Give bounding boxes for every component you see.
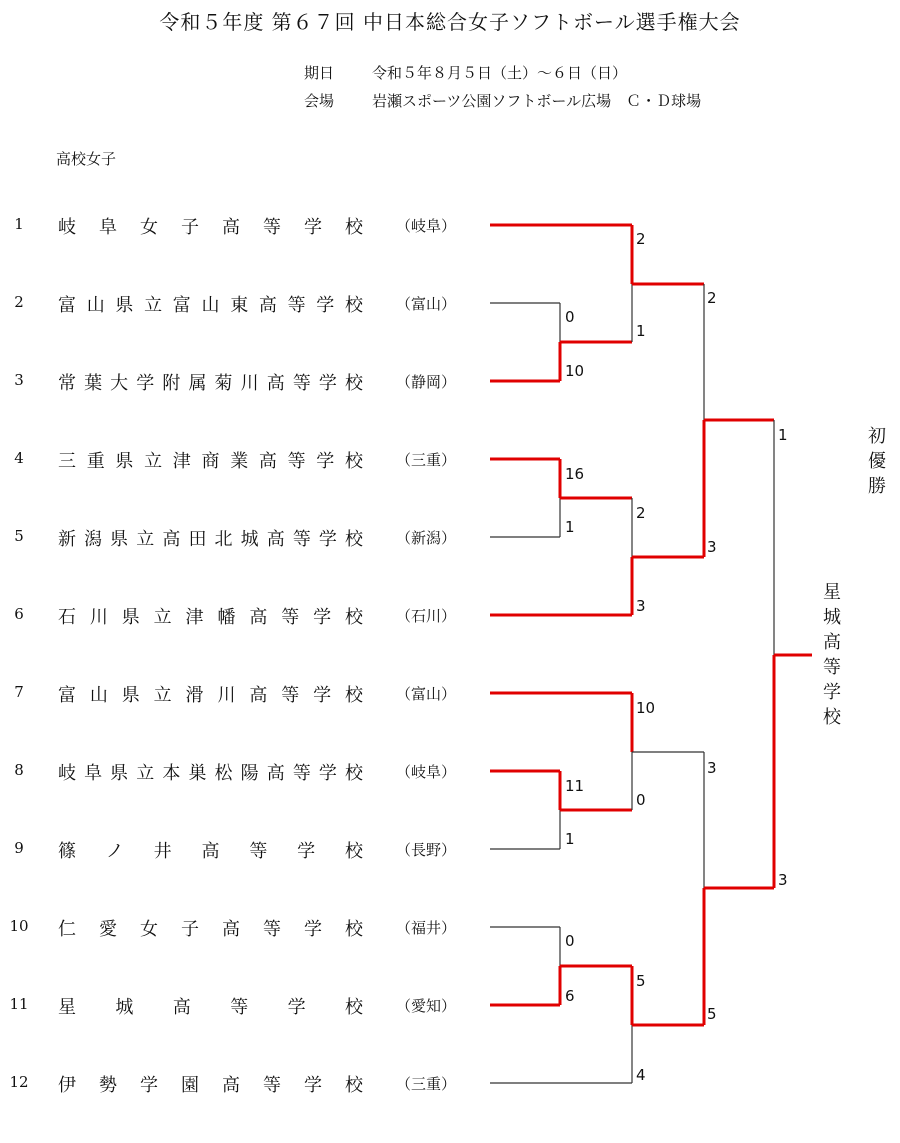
team-number: 5: [14, 527, 24, 545]
team-prefecture: （富山）: [396, 295, 457, 313]
team-prefecture: （新潟）: [396, 529, 457, 547]
date-label: 期日: [304, 64, 335, 82]
team-number: 6: [14, 605, 24, 623]
team-prefecture: （愛知）: [396, 997, 457, 1015]
date-value: 令和５年８月５日（土）～６日（日）: [372, 64, 628, 82]
team-number: 7: [14, 683, 24, 701]
score-label: 0: [636, 791, 646, 809]
score-label: 1: [778, 426, 788, 444]
team-prefecture: （富山）: [396, 685, 457, 703]
team-number: 8: [14, 761, 24, 779]
team-name: 新潟県立高田北城高等学校: [58, 529, 363, 550]
team-name: 富山県立滑川高等学校: [58, 685, 363, 706]
score-label: 0: [565, 932, 575, 950]
team-number: 2: [14, 293, 24, 311]
score-label: 3: [707, 538, 717, 556]
score-label: 5: [707, 1005, 717, 1023]
venue-value: 岩瀬スポーツ公園ソフトボール広場 Ｃ・Ｄ球場: [372, 92, 702, 110]
score-label: 4: [636, 1066, 646, 1084]
team-prefecture: （静岡）: [396, 373, 457, 391]
score-label: 10: [565, 362, 585, 380]
score-label: 1: [565, 830, 575, 848]
team-prefecture: （福井）: [396, 919, 457, 937]
score-label: 3: [707, 759, 717, 777]
team-name: 三重県立津商業高等学校: [58, 451, 363, 472]
team-number: 11: [9, 995, 29, 1013]
team-prefecture: （岐阜）: [396, 763, 457, 781]
score-label: 2: [636, 504, 646, 522]
team-prefecture: （三重）: [396, 1075, 457, 1093]
champion-label: 初優勝: [868, 426, 886, 497]
team-name: 仁愛女子高等学校: [58, 919, 363, 940]
score-label: 11: [565, 777, 585, 795]
score-label: 16: [565, 465, 585, 483]
score-label: 6: [565, 987, 575, 1005]
team-name: 篠ノ井高等学校: [58, 841, 363, 862]
champion-name: 星城高等学校: [823, 582, 841, 728]
team-number: 4: [14, 449, 24, 467]
score-label: 3: [778, 871, 788, 889]
team-number: 3: [14, 371, 24, 389]
score-label: 1: [565, 518, 575, 536]
team-prefecture: （石川）: [396, 607, 457, 625]
score-label: 2: [707, 289, 717, 307]
score-label: 5: [636, 972, 646, 990]
team-number: 10: [9, 917, 29, 935]
team-name: 常葉大学附属菊川高等学校: [58, 373, 363, 394]
team-prefecture: （三重）: [396, 451, 457, 469]
team-name: 石川県立津幡高等学校: [58, 607, 363, 628]
score-label: 1: [636, 322, 646, 340]
team-name: 岐阜女子高等学校: [58, 217, 363, 238]
team-number: 9: [14, 839, 24, 857]
score-label: 10: [636, 699, 656, 717]
score-label: 2: [636, 230, 646, 248]
page-title: 令和５年度 第６７回 中日本総合女子ソフトボール選手権大会: [159, 10, 741, 34]
venue-label: 会場: [304, 92, 335, 110]
team-name: 伊勢学園高等学校: [58, 1075, 363, 1096]
team-prefecture: （長野）: [396, 841, 457, 859]
division-label: 高校女子: [56, 150, 117, 168]
score-label: 3: [636, 597, 646, 615]
team-name: 星城高等学校: [58, 997, 363, 1018]
score-label: 0: [565, 308, 575, 326]
team-number: 12: [9, 1073, 29, 1091]
team-number: 1: [14, 215, 24, 233]
team-name: 富山県立富山東高等学校: [58, 295, 363, 316]
team-prefecture: （岐阜）: [396, 217, 457, 235]
team-name: 岐阜県立本巣松陽高等学校: [58, 763, 363, 784]
